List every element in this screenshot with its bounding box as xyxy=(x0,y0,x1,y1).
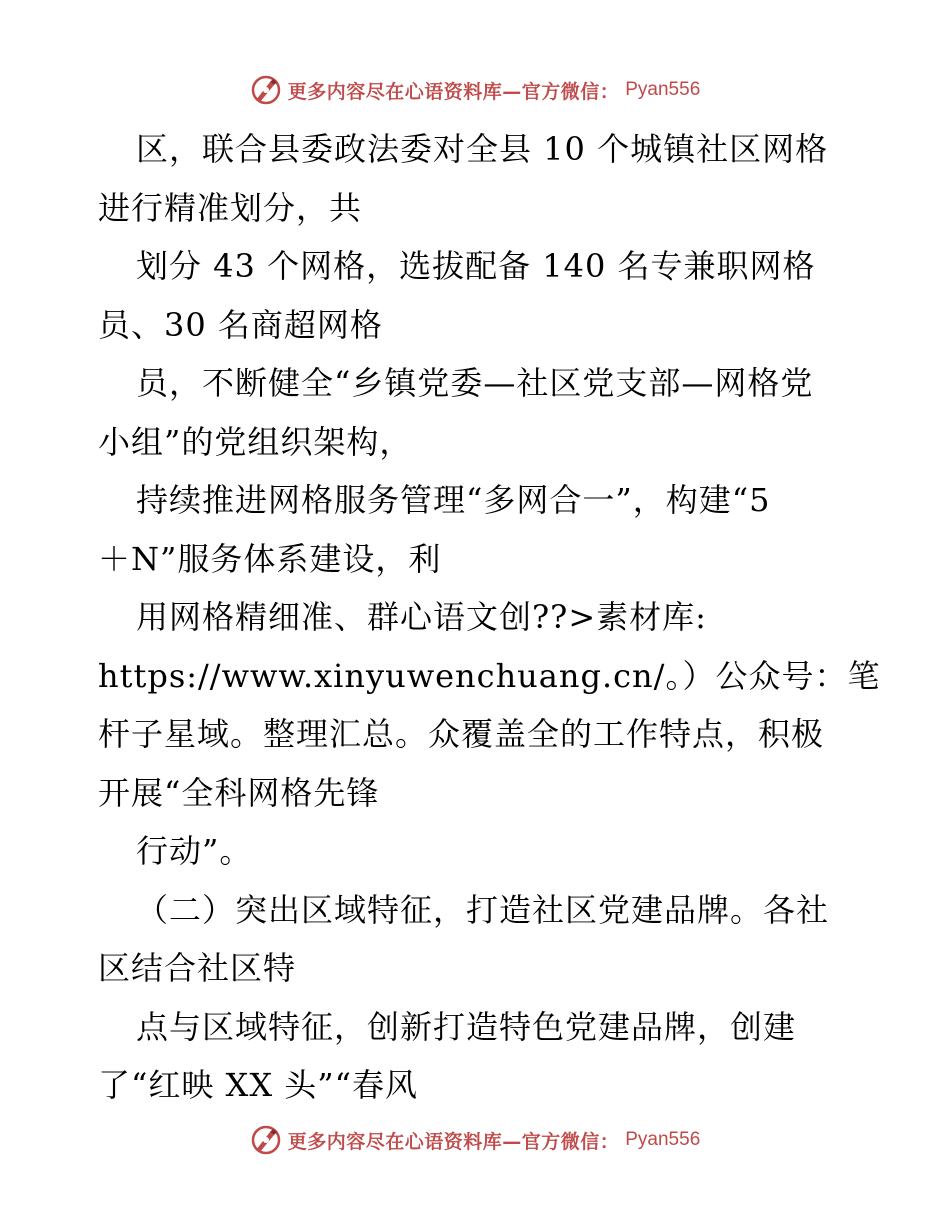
body-line: 区，联合县委政法委对全县 10 个城镇社区网格 xyxy=(136,130,829,168)
body-line: 杆子星域。整理汇总。众覆盖全的工作特点，积极 xyxy=(98,715,825,753)
body-line: 小组”的党组织架构， xyxy=(98,422,413,461)
watermark-handle: Pyan556 xyxy=(625,79,701,100)
footer-watermark xyxy=(0,1120,950,1160)
body-line: ＋N”服务体系建设，利 xyxy=(98,539,442,578)
body-line: 开展“全科网格先锋 xyxy=(98,773,380,812)
body-line: 用网格精细准、群心语文创??>素材库: xyxy=(136,598,707,636)
body-line: 划分 43 个网格，选拔配备 140 名专兼职网格 xyxy=(136,247,816,285)
body-line: 进行精准划分，共 xyxy=(98,188,363,227)
body-line: 行动”。 xyxy=(136,832,253,870)
body-line: 员，不断健全“乡镇党委—社区党支部—网格党 xyxy=(136,364,814,402)
pen-logo-icon xyxy=(250,1124,282,1156)
body-line: https://www.xinyuwenchuang.cn/。）公众号：笔 xyxy=(98,656,881,695)
body-line: 点与区域特征，创新打造特色党建品牌，创建 xyxy=(136,1007,797,1046)
watermark-text: 更多内容尽在心语资料库—官方微信： xyxy=(287,1130,620,1153)
body-line: 区结合社区特 xyxy=(98,949,297,987)
body-line: 了“红映 XX 头”“春风 xyxy=(98,1066,418,1104)
watermark-handle: Pyan556 xyxy=(625,1129,701,1150)
document-body xyxy=(98,120,881,1115)
pen-logo-icon xyxy=(250,74,282,106)
body-line: （二）突出区域特征，打造社区党建品牌。各社 xyxy=(136,890,830,929)
body-line: 员、30 名商超网格 xyxy=(98,305,383,344)
body-line: 持续推进网格服务管理“多网合一”，构建“5 xyxy=(136,481,771,519)
header-watermark xyxy=(0,70,950,110)
watermark-text: 更多内容尽在心语资料库—官方微信： xyxy=(287,80,620,103)
